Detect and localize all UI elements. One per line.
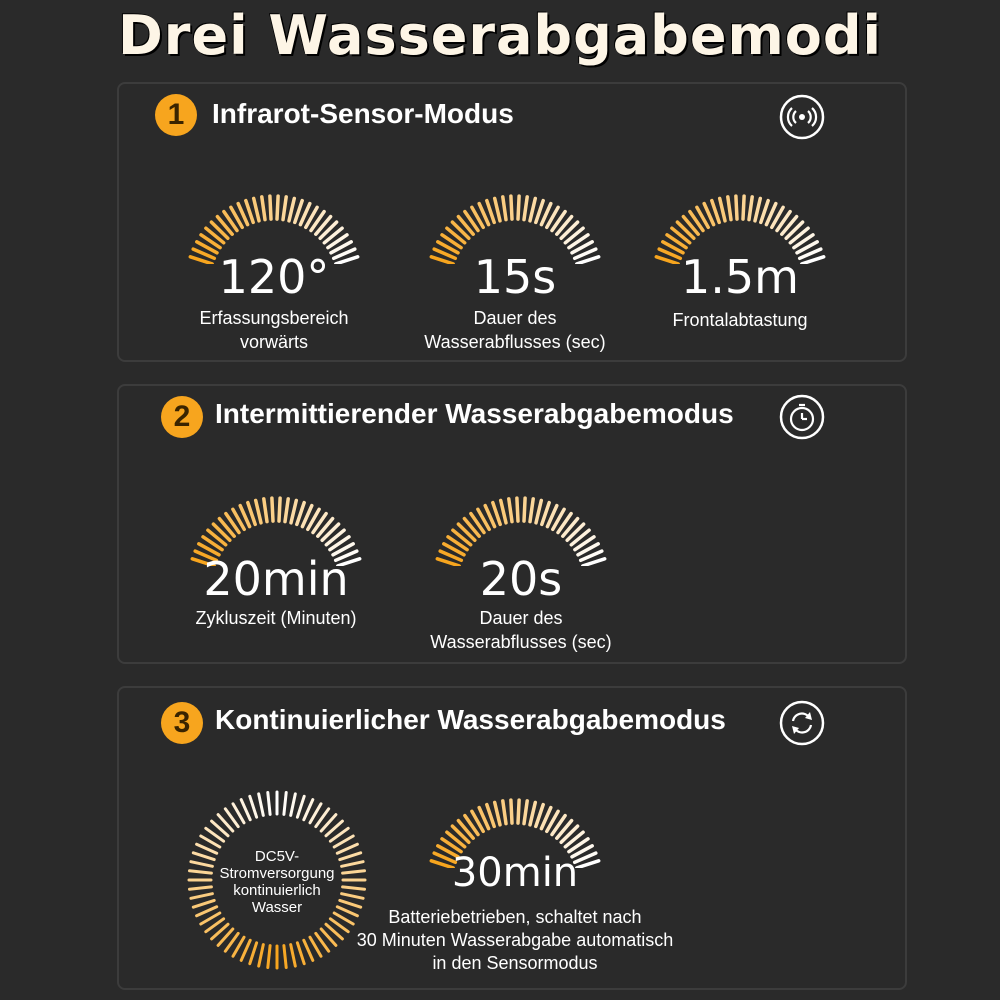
power-supply-circle: [187, 790, 367, 970]
gauge-tick: [259, 945, 264, 967]
stat-value: 120°: [218, 250, 330, 304]
gauge-tick: [518, 196, 519, 219]
gauge-tick: [743, 196, 744, 219]
gauge-tick: [291, 794, 296, 816]
power-supply-label: DC5V- Stromversorgung kontinuierlich Wasser: [219, 848, 335, 916]
stat-flow-duration: [411, 486, 631, 656]
mode-title: Infrarot-Sensor-Modus: [212, 98, 514, 129]
stat-cycle-time: [181, 486, 371, 656]
mode-number-badge: 3: [161, 702, 203, 744]
gauge-tick: [728, 197, 731, 220]
gauge-tick: [285, 499, 288, 522]
stat-label: Erfassungsbereich vorwärts: [199, 308, 349, 352]
stat-value: 1.5m: [681, 250, 799, 304]
gauge-tick: [250, 796, 257, 817]
gauge-tick: [503, 801, 506, 824]
gauge-tick: [518, 800, 519, 823]
gauge-tick: [297, 796, 304, 817]
sensor-waves-icon: [779, 94, 825, 140]
gauge-tick: [501, 500, 506, 522]
gauge-tick: [530, 499, 533, 522]
gauge-tick: [524, 498, 525, 521]
stat-front-scan: [645, 184, 835, 354]
stat-label: Dauer des Wasserabflusses (sec): [424, 308, 606, 352]
mode-panel-intermittent: [117, 384, 907, 664]
gauge-tick: [256, 500, 261, 522]
gauge-tick: [241, 940, 250, 960]
mode-number-badge: 1: [155, 94, 197, 136]
gauge-tick: [284, 946, 286, 968]
mode-number-badge: 2: [161, 396, 203, 438]
gauge-tick: [241, 800, 250, 820]
gauge-tick: [509, 499, 512, 522]
gauge-tick: [277, 196, 278, 219]
gauge-tick: [495, 802, 500, 824]
gauge-tick: [268, 946, 270, 968]
gauge-tick: [495, 198, 500, 220]
gauge-tick: [297, 943, 304, 964]
stat-detection-range: [179, 184, 369, 354]
stat-value: 15s: [473, 250, 557, 304]
mode-title: Intermittierender Wasserabgabemodus: [215, 398, 734, 429]
gauge-tick: [262, 197, 265, 220]
gauge-tick: [755, 198, 760, 220]
gauge-tick: [304, 800, 313, 820]
timer-icon: [779, 394, 825, 440]
gauge-tick: [749, 197, 752, 220]
gauge-tick: [264, 499, 267, 522]
gauge-tick: [268, 793, 270, 815]
gauge-tick: [511, 196, 512, 219]
stat-label: Batteriebetrieben, schaltet nach 30 Minuten Wasserabgabe automatisch in den Sensormodus: [356, 907, 674, 973]
gauge-tick: [254, 198, 259, 220]
gauge-tick: [284, 793, 286, 815]
stat-value: 20min: [203, 552, 349, 606]
gauge-tick: [283, 197, 286, 220]
gauge-tick: [524, 801, 527, 824]
gauge-tick: [530, 198, 535, 220]
gauge-tick: [530, 802, 535, 824]
stat-label: Dauer des Wasserabflusses (sec): [430, 608, 612, 652]
gauge-tick: [736, 196, 737, 219]
gauge-tick: [279, 498, 280, 521]
page-title: Drei Wasserabgabemodi: [117, 4, 882, 67]
gauge-tick: [511, 800, 512, 823]
stat-label: Frontalabtastung: [672, 310, 808, 330]
gauge-tick: [259, 794, 264, 816]
stat-label: Zykluszeit (Minuten): [195, 608, 357, 628]
gauge-tick: [517, 498, 518, 521]
mode-panel-continuous: [117, 686, 907, 990]
gauge-tick: [524, 197, 527, 220]
stat-value: 20s: [479, 552, 563, 606]
gauge-tick: [720, 198, 725, 220]
gauge-tick: [289, 198, 294, 220]
gauge-tick: [291, 500, 296, 522]
gauge-tick: [503, 197, 506, 220]
mode-title: Kontinuierlicher Wasserabgabemodus: [215, 704, 726, 735]
stat-flow-duration: [405, 184, 625, 354]
gauge-tick: [536, 500, 541, 522]
mode-panel-infrared: [117, 82, 907, 362]
stat-value: 30min: [451, 850, 579, 896]
gauge-tick: [291, 945, 296, 967]
gauge-tick: [270, 196, 271, 219]
cycle-arrows-icon: [779, 700, 825, 746]
gauge-tick: [250, 943, 257, 964]
gauge-tick: [304, 940, 313, 960]
gauge-tick: [272, 498, 273, 521]
stat-battery-timeout: [345, 788, 685, 978]
